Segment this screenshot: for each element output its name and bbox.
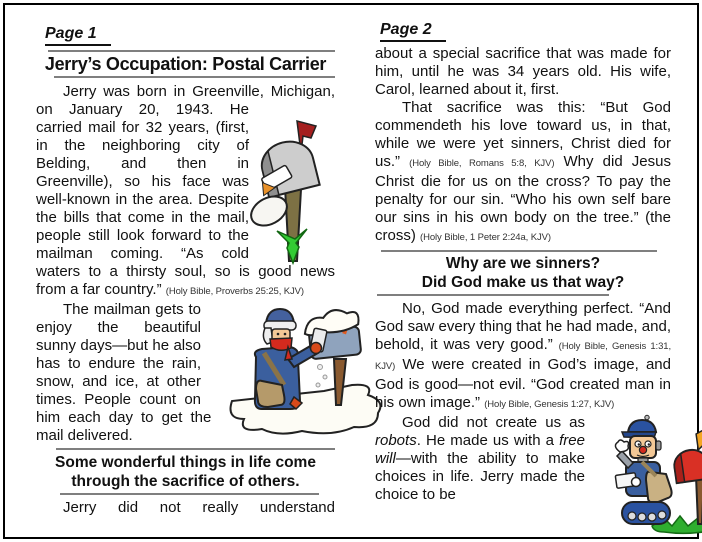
paragraph-text: The mailman gets to enjoy the beautiful sunny days—but he also has to endure the rain, snow, and ice, at other times. People count on him each day to get the mail delivered. [36, 301, 212, 444]
italic-word-robots: robots [375, 432, 417, 449]
callout-sinners-question [375, 254, 671, 292]
scripture-citation: (Holy Bible, Proverbs 25:25, KJV) [165, 286, 304, 297]
paragraph-text: Why did Jesus Christ die for us on the cross? To pay the penalty for our sin. “Who his own self bare our sins in his own body on the tree.” (the cross) [375, 153, 671, 244]
divider-rule [48, 50, 335, 52]
paragraph-text: We were created in God’s image, and God is good—not evil. “God created man in his own image.” [375, 356, 671, 411]
callout-line-2: Did God make us that way? [421, 274, 625, 291]
divider-rule [377, 294, 609, 296]
paragraph-text: . He made us with a [416, 432, 560, 449]
page-2-label [380, 21, 671, 42]
page-1-label-text: Page 1 [45, 25, 111, 46]
page-1-label [45, 25, 335, 46]
divider-rule [54, 76, 335, 78]
paragraph-mailman-seasons [36, 301, 335, 445]
paragraph-text: That sacrifice was this: “But God commendeth his love toward us, in that, while we were yet sinners, Christ died for us.” [375, 99, 671, 170]
scripture-citation: (Holy Bible, 1 Peter 2:24a, KJV) [420, 232, 551, 243]
divider-rule [60, 493, 319, 495]
scripture-citation: (Holy Bible, Genesis 1:27, KJV) [484, 399, 615, 410]
paragraph-jerry-born [36, 83, 335, 301]
paragraph-special-sacrifice: about a special sacrifice that was made for him, until he was 34 years old. His wife, Carol, learned about it, first. [375, 45, 671, 98]
page-2 [375, 21, 671, 536]
robot-mailman-illustration [612, 414, 702, 536]
paragraph-text: Jerry was born in Greenville, Michigan, on January 20, 1943. He carried mail for 32 years, (first, in the neighboring city of Belding, and then in Greenville), so his face was well-known in the area. Despite the bills that come in the mail, people still look forward to the mailman coming. “As cold waters to a thirsty soul, so is good news from a far country.” [36, 83, 335, 298]
page-2-label-text: Page 2 [380, 21, 446, 42]
page-1-title: Jerry’s Occupation: Postal Carrier [44, 54, 327, 74]
callout-sacrifice: Some wonderful things in life come through the sacrifice of others. [55, 454, 316, 490]
paragraph-god-made-perfect [375, 300, 671, 414]
paragraph-text: No, God made everything perfect. “And God saw every thing that he had made, and, behold, it was very good.” [375, 300, 671, 353]
paragraph-text: God did not create us as [402, 414, 585, 431]
divider-rule [56, 448, 335, 450]
paragraph-text: —with the ability to make choices in life. Jerry made the choice to be [375, 450, 585, 503]
scripture-citation: (Holy Bible, Romans 5:8, KJV) [409, 158, 555, 169]
scripture-citation: (Holy Bible, Genesis 1:31, KJV) [375, 341, 671, 372]
snow-mailman-clipart-image [201, 301, 347, 441]
callout-line-1: Why are we sinners? [445, 255, 601, 272]
booklet-spread [3, 3, 699, 539]
paragraph-jerry-understand: Jerry did not really understand [63, 499, 335, 516]
paragraph-that-sacrifice [375, 99, 671, 247]
page-1 [36, 25, 335, 535]
paragraph-free-will [375, 414, 671, 504]
italic-phrase-free-will: free will [375, 432, 585, 467]
snow-mailman-illustration [228, 301, 386, 441]
divider-rule [381, 250, 657, 252]
mailbox-illustration [249, 117, 337, 267]
robot-mailman-clipart-image [585, 414, 685, 536]
